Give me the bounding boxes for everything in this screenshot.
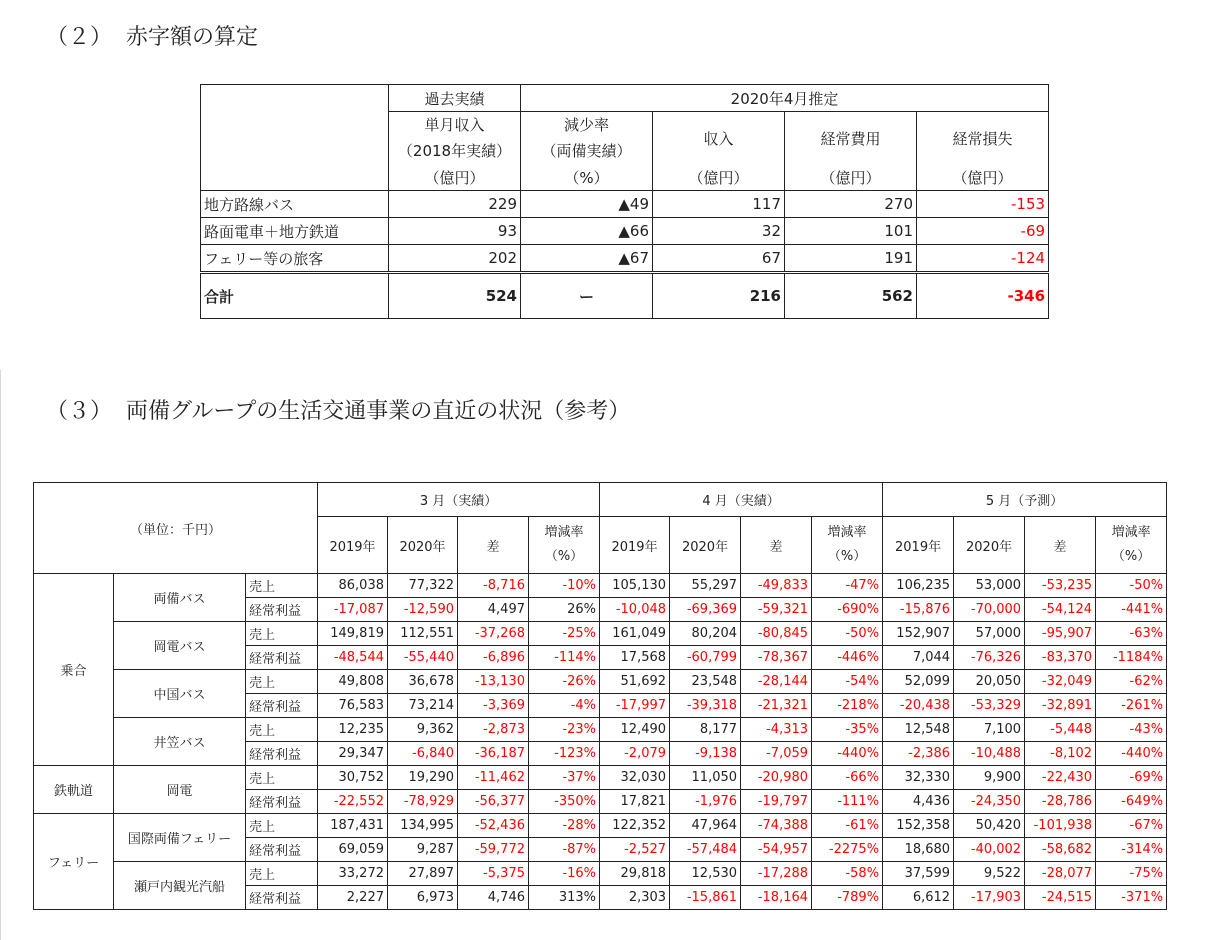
value-cell: -28% [529,814,600,838]
cell-cost: 191 [785,245,917,273]
value-cell: -40,002 [954,838,1025,862]
section3-number: （３） [46,399,113,424]
value-cell: 29,818 [600,862,670,886]
value-cell: 32,330 [883,766,954,790]
header-row-1 [201,85,1049,112]
table-row [34,814,1167,838]
cell-cost: 101 [785,218,917,245]
value-cell: 17,821 [600,790,670,814]
value-cell: -56,377 [458,790,529,814]
month-header: 5 月（予測） [883,483,1167,517]
value-cell: -26% [529,670,600,694]
value-cell: 2,227 [318,886,388,910]
value-cell: 26% [529,598,600,622]
value-cell: 47,964 [670,814,741,838]
metric-label: 経常利益 [246,598,318,622]
value-cell: -20,980 [741,766,812,790]
metric-label: 売上 [246,622,318,646]
total-monthly: 524 [389,273,521,319]
value-cell: -314% [1096,838,1167,862]
value-cell: -22,430 [1025,766,1096,790]
subheader-rate-line1: 増減率 [1111,525,1151,540]
subheader-y2019: 2019年 [600,517,670,574]
subheader-y2020: 2020年 [954,517,1025,574]
value-cell: -23% [529,718,600,742]
company-label: 中国バス [114,670,246,718]
value-cell: -70,000 [954,598,1025,622]
cell-loss: -69 [917,218,1049,245]
value-cell: -24,350 [954,790,1025,814]
value-cell: 73,214 [388,694,458,718]
value-cell: 9,522 [954,862,1025,886]
value-cell: -80,845 [741,622,812,646]
table-row [34,718,1167,742]
cell-monthly: 93 [389,218,521,245]
subheader-rate-line2: （%） [544,549,584,564]
value-cell: -6,896 [458,646,529,670]
value-cell: -371% [1096,886,1167,910]
value-cell: -8,716 [458,574,529,598]
cell-revenue: 117 [653,191,785,218]
row-label: フェリー等の旅客 [201,245,389,273]
metric-label: 経常利益 [246,742,318,766]
value-cell: 50,420 [954,814,1025,838]
value-cell: 7,044 [883,646,954,670]
value-cell: 161,049 [600,622,670,646]
value-cell: 4,497 [458,598,529,622]
row-label: 路面電車＋地方鉄道 [201,218,389,245]
value-cell: 55,297 [670,574,741,598]
unit-cell: （億円） [785,164,917,191]
value-cell: 77,322 [388,574,458,598]
header-cost: 経常費用 [785,112,917,165]
cell-rate: ▲66 [521,218,653,245]
metric-label: 経常利益 [246,646,318,670]
value-cell: 106,235 [883,574,954,598]
value-cell: -39,318 [670,694,741,718]
metric-label: 経常利益 [246,838,318,862]
value-cell: -15,876 [883,598,954,622]
unit-cell: （億円） [389,164,521,191]
value-cell: 12,548 [883,718,954,742]
value-cell: -50% [1096,574,1167,598]
value-cell: -62% [1096,670,1167,694]
table-row [201,245,1049,273]
metric-label: 経常利益 [246,694,318,718]
value-cell: -441% [1096,598,1167,622]
value-cell: 80,204 [670,622,741,646]
total-row [201,273,1049,319]
value-cell: 9,287 [388,838,458,862]
value-cell: 4,746 [458,886,529,910]
value-cell: -12,590 [388,598,458,622]
subheader-rate [812,517,883,574]
cell-rate: ▲49 [521,191,653,218]
header-revenue: 収入 [653,112,785,165]
value-cell: -24,515 [1025,886,1096,910]
value-cell: -111% [812,790,883,814]
value-cell: -58,682 [1025,838,1096,862]
value-cell: -54% [812,670,883,694]
metric-label: 売上 [246,862,318,886]
total-rate: ー [521,273,653,319]
group-label: 乗合 [34,574,114,766]
subheader-diff: 差 [1025,517,1096,574]
value-cell: -17,087 [318,598,388,622]
metric-label: 経常利益 [246,790,318,814]
value-cell: -28,077 [1025,862,1096,886]
value-cell: -75% [1096,862,1167,886]
metric-label: 売上 [246,766,318,790]
cell-revenue: 32 [653,218,785,245]
value-cell: -11,462 [458,766,529,790]
value-cell: -123% [529,742,600,766]
subheader-rate [529,517,600,574]
value-cell: -28,144 [741,670,812,694]
value-cell: -13,130 [458,670,529,694]
value-cell: 20,050 [954,670,1025,694]
value-cell: 49,808 [318,670,388,694]
table-row [34,574,1167,598]
value-cell: -690% [812,598,883,622]
value-cell: 17,568 [600,646,670,670]
section2-title: 赤字額の算定 [126,25,259,50]
value-cell: -48,544 [318,646,388,670]
value-cell: -87% [529,838,600,862]
subheader-rate-line2: （%） [827,549,867,564]
value-cell: -83,370 [1025,646,1096,670]
company-label: 岡電 [114,766,246,814]
value-cell: -2275% [812,838,883,862]
value-cell: 33,272 [318,862,388,886]
value-cell: -17,903 [954,886,1025,910]
cell-loss: -153 [917,191,1049,218]
value-cell: -57,484 [670,838,741,862]
cell-rate: ▲67 [521,245,653,273]
value-cell: -15,861 [670,886,741,910]
value-cell: -66% [812,766,883,790]
transport-status-table [33,482,1167,910]
table-row [34,670,1167,694]
value-cell: -17,288 [741,862,812,886]
value-cell: -4,313 [741,718,812,742]
value-cell: -28,786 [1025,790,1096,814]
value-cell: -67% [1096,814,1167,838]
cell-monthly: 202 [389,245,521,273]
value-cell: 19,290 [388,766,458,790]
value-cell: 12,490 [600,718,670,742]
cell-cost: 270 [785,191,917,218]
metric-label: 売上 [246,814,318,838]
unit-cell: （%） [521,164,653,191]
subheader-y2020: 2020年 [388,517,458,574]
value-cell: -69% [1096,766,1167,790]
value-cell: -6,840 [388,742,458,766]
value-cell: 53,000 [954,574,1025,598]
value-cell: -9,138 [670,742,741,766]
table-row [34,622,1167,646]
row-label: 地方路線バス [201,191,389,218]
value-cell: 12,235 [318,718,388,742]
value-cell: -61% [812,814,883,838]
value-cell: 187,431 [318,814,388,838]
value-cell: -25% [529,622,600,646]
subheader-y2019: 2019年 [883,517,954,574]
value-cell: 6,973 [388,886,458,910]
value-cell: -10,048 [600,598,670,622]
value-cell: -53,235 [1025,574,1096,598]
metric-label: 売上 [246,670,318,694]
value-cell: -52,436 [458,814,529,838]
section2-heading [46,20,258,51]
value-cell: 134,995 [388,814,458,838]
value-cell: -36,187 [458,742,529,766]
total-label: 合計 [201,273,389,319]
header-monthly-line1: 単月収入 [424,116,485,134]
value-cell: 7,100 [954,718,1025,742]
section2-number: （２） [46,25,113,50]
section3-heading [46,394,630,425]
value-cell: -2,527 [600,838,670,862]
unit-label: （単位：千円） [34,483,318,574]
value-cell: -95,907 [1025,622,1096,646]
value-cell: -50% [812,622,883,646]
value-cell: 149,819 [318,622,388,646]
company-label: 国際両備フェリー [114,814,246,862]
value-cell: 4,436 [883,790,954,814]
value-cell: 313% [529,886,600,910]
value-cell: 8,177 [670,718,741,742]
header-monthly [389,112,521,165]
value-cell: -69,369 [670,598,741,622]
value-cell: -59,772 [458,838,529,862]
group-label: 鉄軌道 [34,766,114,814]
section3-title: 両備グループの生活交通事業の直近の状況（参考） [126,399,631,424]
value-cell: 9,900 [954,766,1025,790]
total-loss: -346 [917,273,1049,319]
value-cell: -5,448 [1025,718,1096,742]
value-cell: -55,440 [388,646,458,670]
month-header: 4 月（実績） [600,483,883,517]
cell-revenue: 67 [653,245,785,273]
header-estimate: 2020年4月推定 [521,85,1049,112]
value-cell: -17,997 [600,694,670,718]
header-past: 過去実績 [389,85,521,112]
value-cell: -2,873 [458,718,529,742]
value-cell: -2,079 [600,742,670,766]
value-cell: -35% [812,718,883,742]
value-cell: -3,369 [458,694,529,718]
value-cell: -218% [812,694,883,718]
value-cell: -446% [812,646,883,670]
value-cell: -2,386 [883,742,954,766]
value-cell: -10,488 [954,742,1025,766]
value-cell: 29,347 [318,742,388,766]
subheader-diff: 差 [458,517,529,574]
subheader-diff: 差 [741,517,812,574]
value-cell: -19,797 [741,790,812,814]
value-cell: 69,059 [318,838,388,862]
value-cell: -350% [529,790,600,814]
value-cell: -22,552 [318,790,388,814]
value-cell: 76,583 [318,694,388,718]
value-cell: 12,530 [670,862,741,886]
value-cell: 6,612 [883,886,954,910]
value-cell: -21,321 [741,694,812,718]
subheader-rate-line1: 増減率 [544,525,584,540]
value-cell: -59,321 [741,598,812,622]
value-cell: -10% [529,574,600,598]
subheader-rate-line1: 増減率 [827,525,867,540]
value-cell: -32,049 [1025,670,1096,694]
value-cell: -54,957 [741,838,812,862]
value-cell: -18,164 [741,886,812,910]
header-loss: 経常損失 [917,112,1049,165]
company-label: 岡電バス [114,622,246,670]
value-cell: 32,030 [600,766,670,790]
header-blank-cell [201,85,389,191]
table-row [201,218,1049,245]
company-label: 瀬戸内観光汽船 [114,862,246,910]
value-cell: -649% [1096,790,1167,814]
metric-label: 経常利益 [246,886,318,910]
value-cell: -76,326 [954,646,1025,670]
total-cost: 562 [785,273,917,319]
value-cell: -261% [1096,694,1167,718]
deficit-table [200,84,1049,319]
metric-label: 売上 [246,718,318,742]
metric-label: 売上 [246,574,318,598]
cell-monthly: 229 [389,191,521,218]
value-cell: 152,358 [883,814,954,838]
value-cell: 152,907 [883,622,954,646]
value-cell: 27,897 [388,862,458,886]
value-cell: -1184% [1096,646,1167,670]
value-cell: -4% [529,694,600,718]
header-rate-line1: 減少率 [563,116,609,134]
value-cell: 30,752 [318,766,388,790]
value-cell: -78,929 [388,790,458,814]
page-divider [0,370,1,940]
table-row [34,862,1167,886]
value-cell: 2,303 [600,886,670,910]
value-cell: 18,680 [883,838,954,862]
value-cell: 11,050 [670,766,741,790]
header-rate [521,112,653,165]
value-cell: 37,599 [883,862,954,886]
value-cell: 9,362 [388,718,458,742]
value-cell: -53,329 [954,694,1025,718]
value-cell: 86,038 [318,574,388,598]
header-monthly-line2: （2018年実績） [397,142,512,160]
value-cell: 51,692 [600,670,670,694]
month-header-row [34,483,1167,517]
value-cell: -43% [1096,718,1167,742]
value-cell: -440% [1096,742,1167,766]
company-label: 井笠バス [114,718,246,766]
table-row [201,191,1049,218]
value-cell: -58% [812,862,883,886]
value-cell: 52,099 [883,670,954,694]
value-cell: -101,938 [1025,814,1096,838]
value-cell: -60,799 [670,646,741,670]
value-cell: -78,367 [741,646,812,670]
value-cell: -47% [812,574,883,598]
value-cell: -37,268 [458,622,529,646]
table-row [34,766,1167,790]
value-cell: 122,352 [600,814,670,838]
unit-cell: （億円） [917,164,1049,191]
group-label: フェリー [34,814,114,910]
value-cell: -440% [812,742,883,766]
subheader-rate-line2: （%） [1111,549,1151,564]
value-cell: -16% [529,862,600,886]
value-cell: -63% [1096,622,1167,646]
value-cell: -8,102 [1025,742,1096,766]
value-cell: 57,000 [954,622,1025,646]
value-cell: 112,551 [388,622,458,646]
value-cell: 105,130 [600,574,670,598]
company-label: 両備バス [114,574,246,622]
value-cell: 36,678 [388,670,458,694]
value-cell: -7,059 [741,742,812,766]
value-cell: -1,976 [670,790,741,814]
value-cell: -54,124 [1025,598,1096,622]
value-cell: -789% [812,886,883,910]
value-cell: -114% [529,646,600,670]
value-cell: -5,375 [458,862,529,886]
total-revenue: 216 [653,273,785,319]
month-header: 3 月（実績） [318,483,600,517]
value-cell: 23,548 [670,670,741,694]
value-cell: -74,388 [741,814,812,838]
subheader-y2019: 2019年 [318,517,388,574]
subheader-rate [1096,517,1167,574]
value-cell: -37% [529,766,600,790]
subheader-y2020: 2020年 [670,517,741,574]
unit-cell: （億円） [653,164,785,191]
value-cell: -20,438 [883,694,954,718]
header-rate-line2: （両備実績） [541,142,632,160]
value-cell: -32,891 [1025,694,1096,718]
value-cell: -49,833 [741,574,812,598]
cell-loss: -124 [917,245,1049,273]
